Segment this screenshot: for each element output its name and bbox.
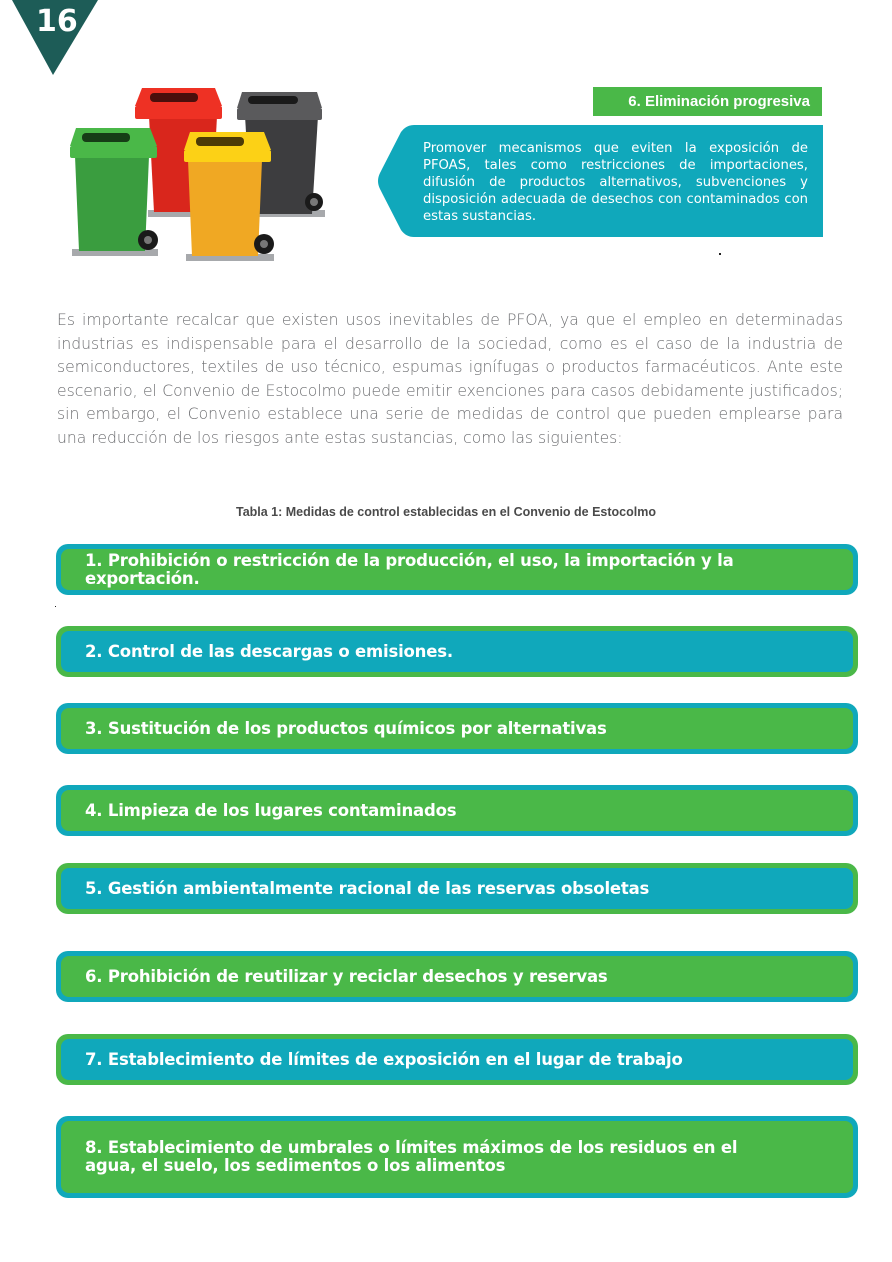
measure-item-8 xyxy=(56,1116,858,1198)
stray-dot xyxy=(55,606,56,607)
measure-item-7 xyxy=(56,1034,858,1085)
measure-item-1 xyxy=(56,544,858,595)
section-tag: 6. Eliminación progresiva xyxy=(593,87,822,116)
measure-label: 6. Prohibición de reutilizar y reciclar desechos y reservas xyxy=(61,956,853,997)
measure-item-4 xyxy=(56,785,858,836)
measure-label: 2. Control de las descargas o emisiones. xyxy=(61,631,853,672)
measure-item-3 xyxy=(56,703,858,754)
measure-item-2 xyxy=(56,626,858,677)
table-caption: Tabla 1: Medidas de control establecidas en el Convenio de Estocolmo xyxy=(235,505,656,519)
page-number: 16 xyxy=(36,4,78,39)
green-bin-icon xyxy=(70,128,158,256)
callout-text: Promover mecanismos que eviten la exposición de PFOAS, tales como restricciones de importaciones, difusión de productos alternativos, subvenciones y disposición adecuada de desechos con contaminados con estas sustancias. xyxy=(423,141,808,224)
callout-box xyxy=(376,125,823,237)
measure-label: 7. Establecimiento de límites de exposición en el lugar de trabajo xyxy=(61,1039,853,1080)
stray-dot xyxy=(719,253,721,255)
intro-paragraph: Es importante recalcar que existen usos inevitables de PFOA, ya que el empleo en determinadas industrias es indispensable para el desarrollo de la sociedad, como es el caso de la industria de semiconductores, textiles de uso técnico, espumas ignífugas o productos farmacéuticos. Ante este escenario, el Convenio de Estocolmo puede emitir exenciones para casos debidamente justificados; sin embargo, el Convenio establece una serie de medidas de control que pueden emplearse para una reducción de los riesgos ante estas sustancias, como las siguientes: xyxy=(57,311,843,447)
measure-label: 1. Prohibición o restricción de la producción, el uso, la importación y la exportación. xyxy=(61,549,853,590)
recycling-bins-illustration xyxy=(62,84,332,266)
measure-item-6 xyxy=(56,951,858,1002)
measure-label: 5. Gestión ambientalmente racional de las reservas obsoletas xyxy=(61,868,853,909)
measure-label: 3. Sustitución de los productos químicos por alternativas xyxy=(61,708,853,749)
measure-label: 4. Limpieza de los lugares contaminados xyxy=(61,790,853,831)
measure-label: 8. Establecimiento de umbrales o límites máximos de los residuos en el agua, el suelo, los sedimentos o los alimentos xyxy=(61,1121,853,1193)
measure-item-5 xyxy=(56,863,858,914)
